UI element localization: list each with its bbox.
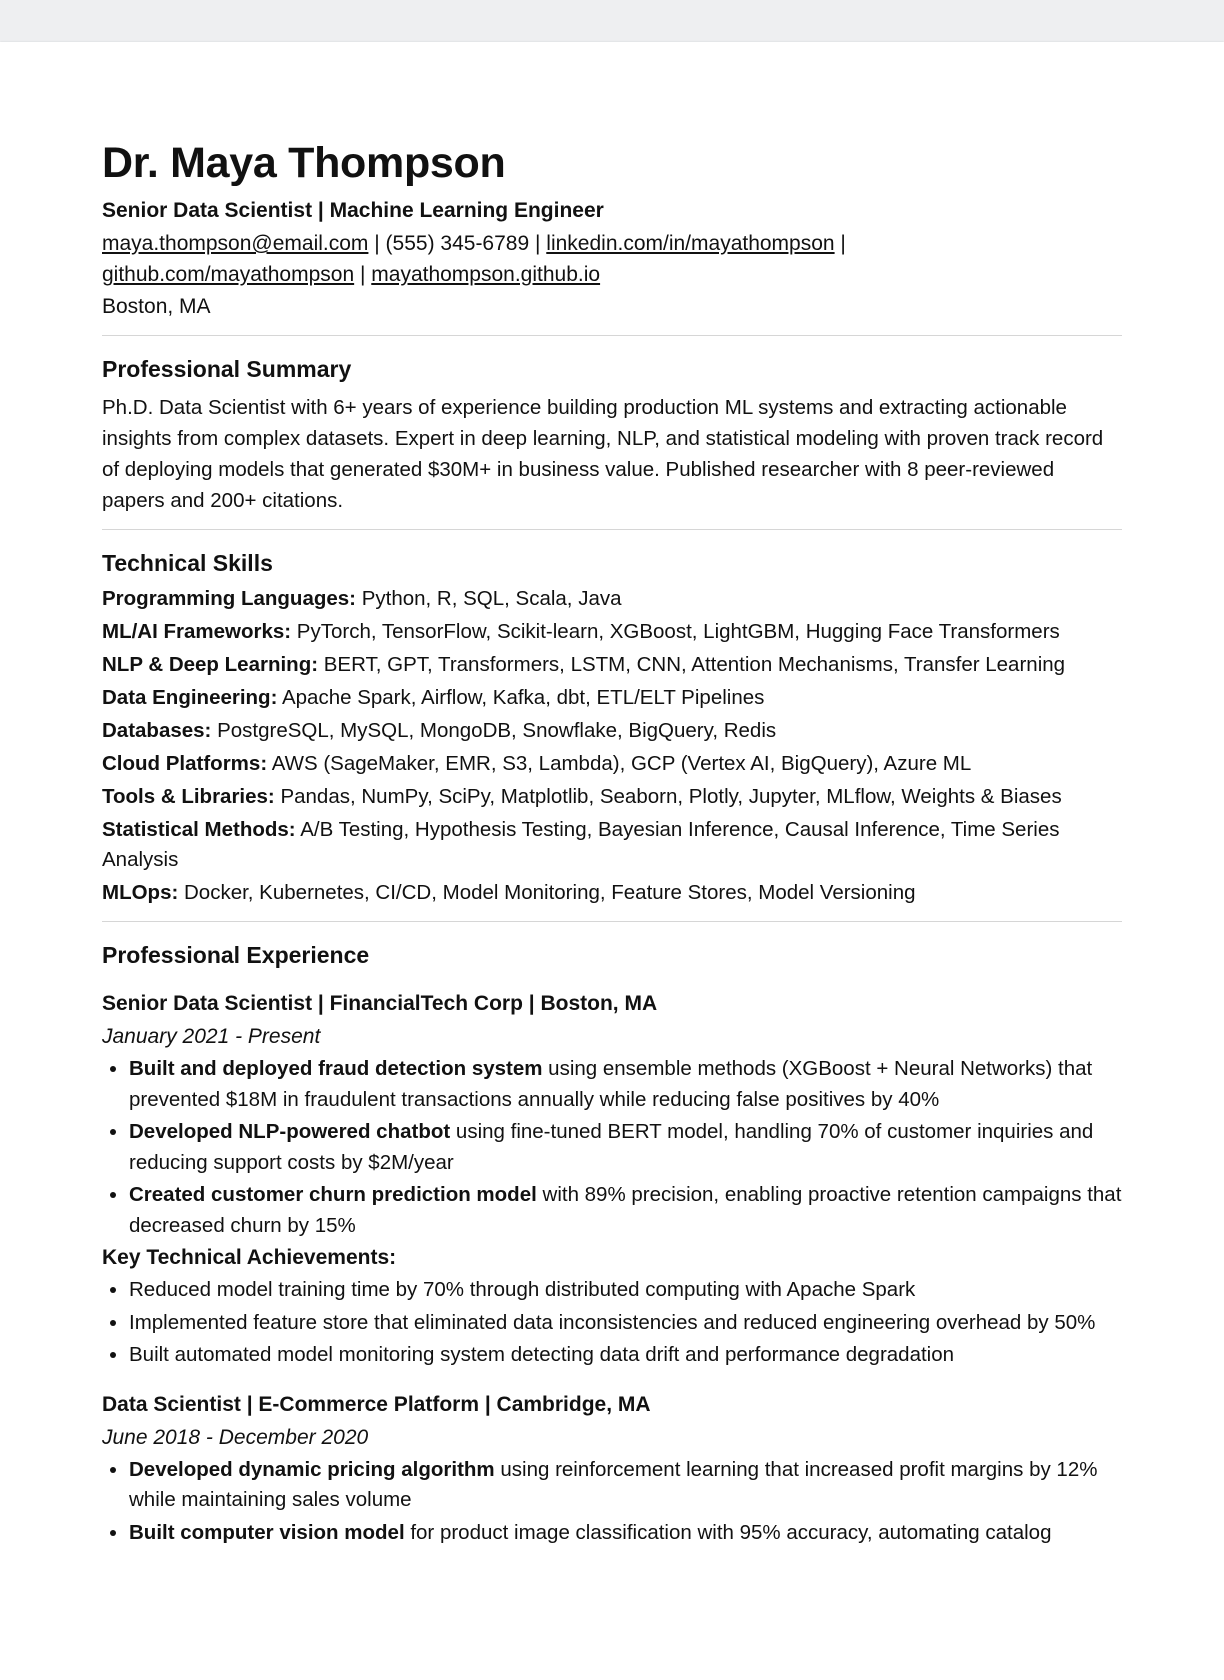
skill-row — [102, 584, 1122, 614]
skill-row — [102, 782, 1122, 812]
bullet-highlight: Developed NLP-powered chatbot — [129, 1120, 451, 1143]
skill-value: PyTorch, TensorFlow, Scikit-learn, XGBoost, LightGBM, Hugging Face Transformers — [291, 620, 1060, 643]
resume-page — [0, 42, 1224, 1680]
section-divider — [102, 335, 1122, 336]
skill-value: Docker, Kubernetes, CI/CD, Model Monitoring, Feature Stores, Model Versioning — [178, 881, 916, 904]
contact-separator: | — [368, 232, 386, 255]
section-divider — [102, 921, 1122, 922]
list-item — [129, 1518, 1122, 1549]
candidate-name: Dr. Maya Thompson — [102, 139, 506, 187]
skill-label: Data Engineering: — [102, 686, 278, 709]
skills-heading: Technical Skills — [102, 550, 273, 576]
skill-row — [102, 878, 1122, 908]
bullet-highlight: Developed dynamic pricing algorithm — [129, 1457, 495, 1481]
candidate-location: Boston, MA — [102, 295, 211, 318]
list-item — [129, 1054, 1122, 1115]
bullet-text: using reinforcement learning that increased profit margins by 12% while maintaining sales volume — [129, 1457, 1098, 1511]
skills-list — [102, 584, 1122, 908]
bullet-text: with 89% precision, enabling proactive retention campaigns that decreased churn by 15% — [129, 1183, 1122, 1237]
skill-value: Pandas, NumPy, SciPy, Matplotlib, Seaborn, Plotly, Jupyter, MLflow, Weights & Biases — [274, 785, 1062, 808]
skill-label: Statistical Methods: — [102, 818, 296, 841]
bullet-text: using fine-tuned BERT model, handling 70% of customer inquiries and reducing support costs by $2M/year — [129, 1120, 1094, 1174]
bullet-highlight: Built computer vision model — [129, 1520, 405, 1544]
summary-text: Ph.D. Data Scientist with 6+ years of experience building production ML systems and extracting actionable insights from complex datasets. Expert in deep learning, NLP, and statistical modeling with proven track record of deploying models that generated $30M+ in business value. Published researcher with 8 peer-reviewed papers and 200+ citations. — [102, 396, 1104, 512]
skill-value: Python, R, SQL, Scala, Java — [356, 587, 622, 610]
bullet-highlight: Built and deployed fraud detection system — [129, 1057, 543, 1080]
job-title: Data Scientist | E-Commerce Platform | Cambridge, MA — [102, 1392, 651, 1416]
skill-row — [102, 716, 1122, 746]
skill-label: Tools & Libraries: — [102, 785, 275, 808]
bullet-highlight: Created customer churn prediction model — [129, 1183, 537, 1206]
skill-row — [102, 815, 1122, 875]
list-item — [129, 1117, 1122, 1178]
job-bullets — [102, 1054, 1122, 1241]
section-divider — [102, 529, 1122, 530]
contact-info — [102, 228, 1122, 290]
resume-content — [102, 137, 1122, 1550]
website-link[interactable]: mayathompson.github.io — [371, 263, 601, 286]
skill-row — [102, 617, 1122, 647]
email-link[interactable]: maya.thompson@email.com — [102, 232, 369, 255]
contact-separator: | — [834, 232, 846, 255]
contact-separator: | — [354, 263, 372, 286]
list-item: • Implemented feature store that eliminated data inconsistencies and reduced engineering overhead by 50% — [129, 1308, 1122, 1339]
skill-label: NLP & Deep Learning: — [102, 653, 319, 676]
skill-value: PostgreSQL, MySQL, MongoDB, Snowflake, BigQuery, Redis — [211, 719, 777, 742]
skill-label: ML/AI Frameworks: — [102, 620, 292, 643]
skill-row — [102, 749, 1122, 779]
skill-value: AWS (SageMaker, EMR, S3, Lambda), GCP (Vertex AI, BigQuery), Azure ML — [267, 752, 972, 775]
list-item — [129, 1455, 1122, 1516]
summary-heading: Professional Summary — [102, 356, 352, 382]
job-entry — [102, 990, 1122, 1371]
skill-label: Databases: — [102, 719, 212, 742]
job-dates: January 2021 - Present — [102, 1025, 321, 1048]
job-bullets — [102, 1455, 1122, 1549]
achievements-list — [102, 1275, 1122, 1371]
skill-row — [102, 650, 1122, 680]
bullet-text: using ensemble methods (XGBoost + Neural Networks) that prevented $18M in fraudulent transactions annually while reducing false positives by 40% — [129, 1057, 1093, 1111]
skill-label: MLOps: — [102, 881, 179, 904]
phone-number: (555) 345-6789 — [385, 232, 530, 255]
linkedin-link[interactable]: linkedin.com/in/mayathompson — [546, 232, 835, 255]
list-item: • Built automated model monitoring system detecting data drift and performance degradation — [129, 1340, 1122, 1371]
skill-value: A/B Testing, Hypothesis Testing, Bayesian Inference, Causal Inference, Time Series Analysis — [102, 818, 1060, 871]
job-entry — [102, 1391, 1122, 1549]
list-item: • Reduced model training time by 70% through distributed computing with Apache Spark — [129, 1275, 1122, 1306]
experience-heading: Professional Experience — [102, 942, 370, 968]
skill-row — [102, 683, 1122, 713]
job-dates: June 2018 - December 2020 — [102, 1425, 369, 1449]
skill-value: BERT, GPT, Transformers, LSTM, CNN, Attention Mechanisms, Transfer Learning — [318, 653, 1066, 676]
candidate-tagline: Senior Data Scientist | Machine Learning Engineer — [102, 199, 604, 222]
skill-label: Cloud Platforms: — [102, 752, 268, 775]
achievements-heading: Key Technical Achievements: — [102, 1246, 397, 1269]
bullet-text: for product image classification with 95% accuracy, automating catalog — [404, 1520, 1052, 1544]
skill-value: Apache Spark, Airflow, Kafka, dbt, ETL/ELT Pipelines — [277, 686, 765, 709]
skill-label: Programming Languages: — [102, 587, 357, 610]
job-title: Senior Data Scientist | FinancialTech Corp | Boston, MA — [102, 992, 658, 1015]
list-item — [129, 1180, 1122, 1241]
contact-separator: | — [529, 232, 547, 255]
github-link[interactable]: github.com/mayathompson — [102, 263, 355, 286]
